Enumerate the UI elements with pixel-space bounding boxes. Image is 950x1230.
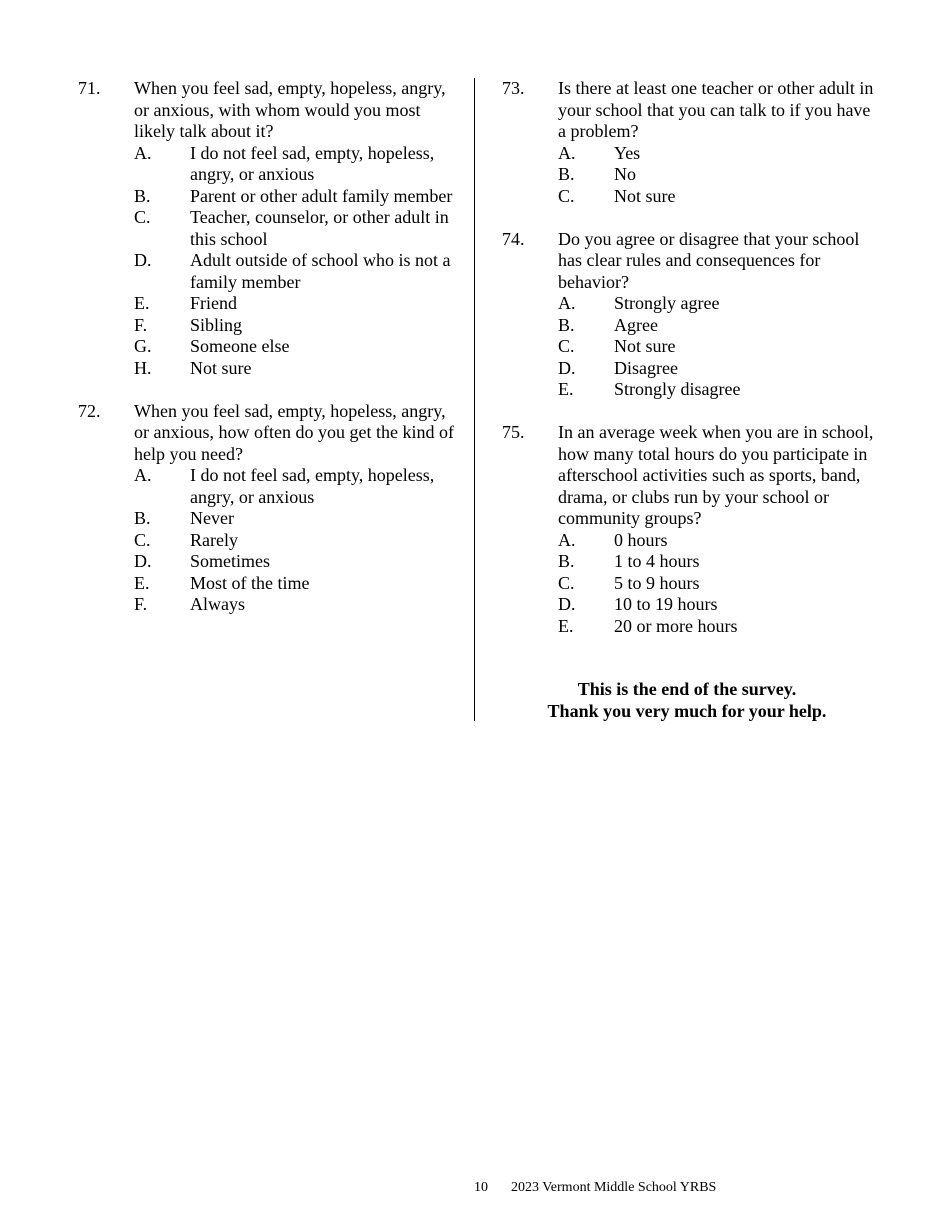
question-number: 73. [502,78,525,98]
option-71-h[interactable] [134,358,458,380]
question-number: 75. [502,422,525,442]
option-72-c[interactable] [134,530,458,552]
option-text: Someone else [190,336,290,356]
option-71-c[interactable] [134,207,458,250]
option-letter: B. [558,551,575,571]
question-body [558,422,882,637]
option-72-a[interactable] [134,465,458,508]
option-letter: A. [134,142,152,163]
option-letter: F. [134,594,148,614]
question-number: 71. [78,78,101,98]
option-72-b[interactable] [134,508,458,530]
option-letter: A. [558,142,576,163]
option-71-a[interactable] [134,143,458,186]
option-75-a[interactable] [558,530,882,552]
option-74-d[interactable] [558,358,882,380]
option-text: Teacher, counselor, or other adult in this school [190,207,449,249]
option-text: Disagree [614,357,678,378]
option-73-c[interactable] [558,186,882,208]
option-letter: C. [134,207,151,227]
option-text: Agree [614,314,658,335]
option-letter: B. [558,164,575,184]
question-body [558,78,882,207]
option-text: 1 to 4 hours [614,551,700,571]
option-75-b[interactable] [558,551,882,573]
page-number: 10 [474,1180,488,1195]
option-73-b[interactable] [558,164,882,186]
option-75-e[interactable] [558,616,882,638]
option-letter: B. [134,185,151,206]
option-71-b[interactable] [134,186,458,208]
option-letter: D. [558,357,576,378]
column-divider [474,78,475,721]
option-text: Always [190,594,245,614]
option-letter: A. [134,465,152,485]
option-text: Strongly disagree [614,379,741,399]
option-71-f[interactable] [134,315,458,337]
option-text: Parent or other adult family member [190,185,453,206]
option-72-d[interactable] [134,551,458,573]
question-text: When you feel sad, empty, hopeless, angry, or anxious, with whom would you most likely talk about it? [134,78,446,141]
question-number: 74. [502,228,525,249]
question-body [134,401,458,616]
option-text: 10 to 19 hours [614,594,718,614]
question-number: 72. [78,400,101,421]
option-letter: C. [558,336,575,356]
option-letter: H. [134,357,152,378]
option-71-g[interactable] [134,336,458,358]
option-text: 0 hours [614,529,668,550]
option-letter: E. [558,379,574,399]
option-letter: G. [134,336,152,356]
option-text: Not sure [190,357,252,378]
option-text: Adult outside of school who is not a family member [190,250,451,292]
option-text: Yes [614,142,641,163]
question-75 [502,422,882,637]
option-text: Not sure [614,336,676,356]
option-letter: D. [558,594,576,614]
option-letter: E. [134,572,150,593]
question-text: Do you agree or disagree that your school has clear rules and consequences for behavior? [558,228,860,292]
option-letter: B. [558,314,575,335]
option-71-e[interactable] [134,293,458,315]
question-71 [78,78,458,379]
option-letter: E. [558,615,574,636]
option-letter: C. [558,185,575,206]
option-text: Sibling [190,314,243,335]
question-text: Is there at least one teacher or other adult in your school that you can talk to if you have a problem? [558,78,874,141]
option-letter: F. [134,314,148,335]
option-letter: C. [558,572,575,593]
option-text: No [614,164,636,184]
option-73-a[interactable] [558,143,882,165]
question-text: In an average week when you are in school, how many total hours do you participate in afterschool activities such as sports, band, drama, or clubs run by your school or community groups? [558,422,874,528]
end-of-survey-note [502,679,872,722]
question-73 [502,78,882,207]
end-note-line-1: This is the end of the survey. [577,679,797,699]
question-body [134,78,458,379]
option-letter: D. [134,250,152,270]
option-74-a[interactable] [558,293,882,315]
option-74-b[interactable] [558,315,882,337]
option-text: 5 to 9 hours [614,572,700,593]
option-text: Friend [190,293,237,313]
option-text: Sometimes [190,551,270,571]
option-letter: A. [558,293,576,313]
option-72-f[interactable] [134,594,458,616]
question-text: When you feel sad, empty, hopeless, angry, or anxious, how often do you get the kind of help you need? [134,400,454,464]
option-text: Never [190,508,234,528]
option-letter: B. [134,508,151,528]
option-letter: E. [134,293,150,313]
option-text: I do not feel sad, empty, hopeless, angry, or anxious [190,465,435,507]
option-71-d[interactable] [134,250,458,293]
question-body [558,229,882,401]
end-note-line-2: Thank you very much for your help. [547,700,827,721]
option-letter: C. [134,529,151,550]
option-75-d[interactable] [558,594,882,616]
right-column [502,78,882,659]
question-74 [502,229,882,401]
option-72-e[interactable] [134,573,458,595]
left-column [78,78,458,637]
option-text: Most of the time [190,572,310,593]
question-72 [78,401,458,616]
option-74-e[interactable] [558,379,882,401]
option-75-c[interactable] [558,573,882,595]
option-text: Rarely [190,529,238,550]
option-text: I do not feel sad, empty, hopeless, angry, or anxious [190,142,435,184]
option-letter: A. [558,529,576,550]
option-text: 20 or more hours [614,615,738,636]
option-letter: D. [134,551,152,571]
footer-title: 2023 Vermont Middle School YRBS [511,1180,717,1195]
option-74-c[interactable] [558,336,882,358]
option-text: Not sure [614,185,676,206]
option-text: Strongly agree [614,293,720,313]
